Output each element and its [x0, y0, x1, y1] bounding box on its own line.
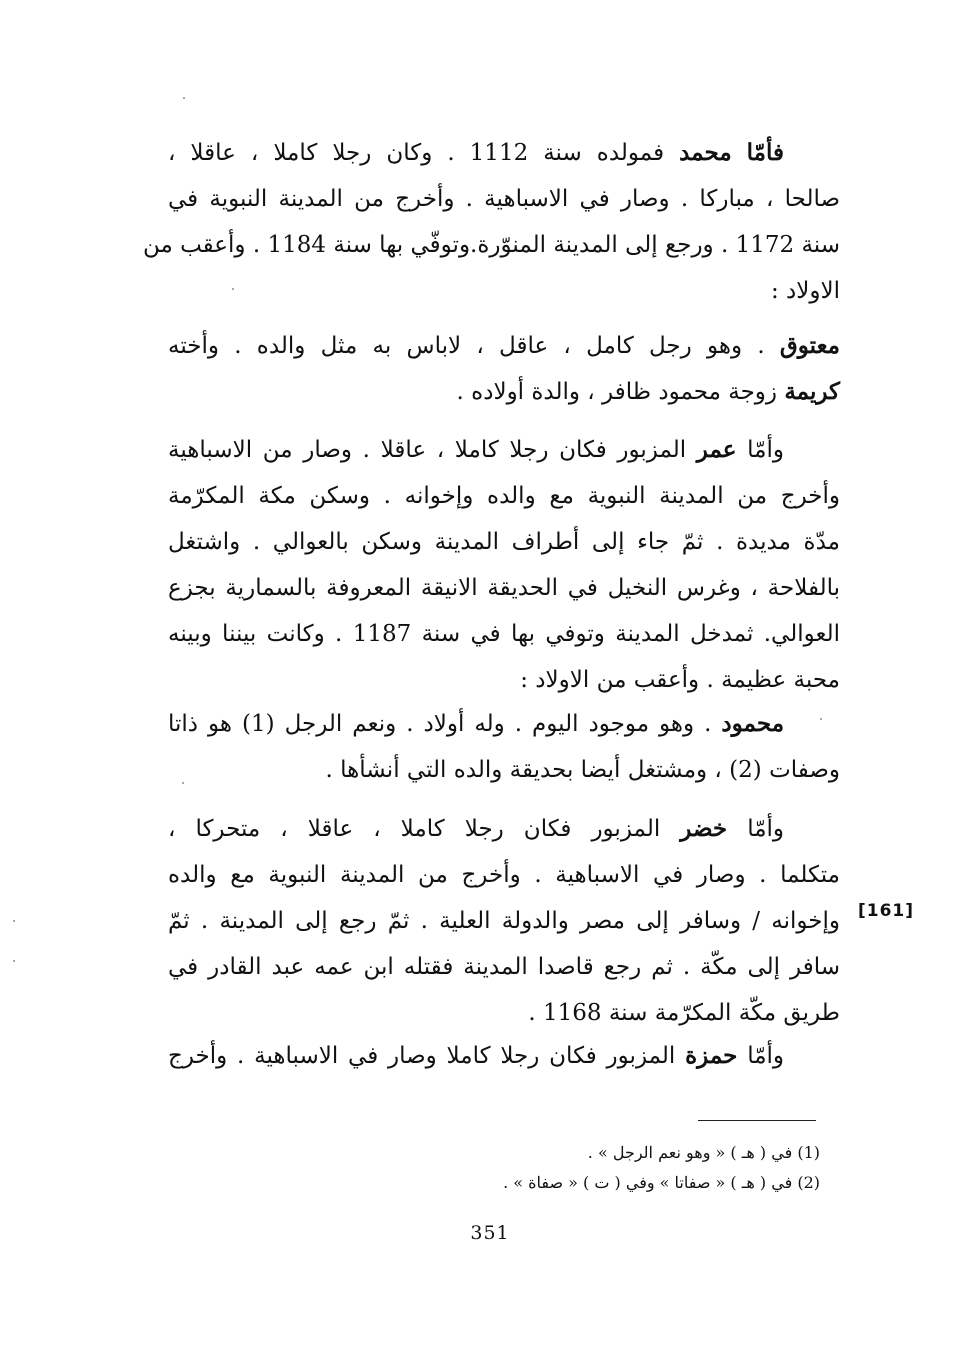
- person-name: محمود: [721, 710, 785, 737]
- paragraph-muhammad: [142, 130, 840, 314]
- line-text: زوجة محمود ظافر ، والدة أولاده .: [456, 379, 778, 405]
- scan-speck: [13, 960, 15, 962]
- scan-speck: [232, 288, 234, 290]
- text-line: بالفلاحة ، وغرس النخيل في الحديقة الانيقة المعروفة بالسمارية بجزع: [168, 575, 840, 601]
- text-line: [168, 427, 840, 473]
- scan-speck: [13, 920, 15, 922]
- paragraph-matuq: [168, 323, 840, 415]
- text-line: صالحا ، مباركا . وصار في الاسباهية . وأخرج من المدينة النبوية في: [168, 186, 840, 212]
- text-line: محبة عظيمة . وأعقب من الاولاد :: [520, 667, 840, 693]
- paragraph-hamza: [168, 1033, 840, 1079]
- person-name: خضر: [680, 815, 728, 842]
- text-line: [168, 701, 840, 747]
- footnote: (2) في ( هـ ) « صفاتا » وفي ( ت ) « صفاة » .: [503, 1173, 820, 1192]
- text-line: طريق مكّة المكرّمة سنة 1168 .: [528, 1000, 840, 1026]
- paragraph-lead: وأمّا: [747, 816, 785, 842]
- text-line: الاولاد :: [770, 278, 840, 304]
- text-line: [168, 1033, 840, 1079]
- scan-speck: [182, 782, 184, 784]
- footnote-separator: [698, 1120, 816, 1121]
- paragraph-khidr: [168, 806, 840, 1036]
- paragraph-lead: فأمّا: [746, 139, 785, 166]
- text-line: سنة 1172 . ورجع إلى المدينة المنوّرة.وتوفّي بها سنة 1184 . وأعقب من: [142, 232, 840, 258]
- line-text: المزبور فكان رجلا كاملا ، عاقلا . وصار من الاسباهية: [168, 437, 687, 463]
- text-line: وصفات (2) ، ومشتغل أيضا بحديقة والده التي أنشأها .: [325, 757, 840, 783]
- text-line: [168, 323, 840, 369]
- line-text: . وهو موجود اليوم . وله أولاد . ونعم الرجل (1) هو ذاتا: [168, 711, 712, 737]
- person-name: عمر: [696, 436, 737, 463]
- line-text: المزبور فكان رجلا كاملا ، عاقلا ، متحركا ،: [168, 816, 661, 842]
- text-line: سافر إلى مكّة . ثم رجع قاصدا المدينة فقتله ابن عمه عبد القادر في: [168, 954, 840, 980]
- text-line: [168, 369, 840, 415]
- text-line: وإخوانه / وسافر إلى مصر والدولة العلية . ثمّ رجع إلى المدينة . ثمّ: [168, 908, 840, 934]
- person-name: حمزة: [685, 1042, 738, 1069]
- person-name: معتوق: [779, 332, 841, 359]
- person-name: كريمة: [784, 378, 840, 405]
- scan-speck: [183, 97, 185, 99]
- paragraph-lead: وأمّا: [747, 437, 784, 463]
- text-line: مدّة مديدة . ثمّ جاء إلى أطراف المدينة وسكن بالعوالي . واشتغل: [168, 529, 840, 555]
- text-line: متكلما . وصار في الاسباهية . وأخرج من المدينة النبوية مع والده: [168, 862, 840, 888]
- line-text: المزبور فكان رجلا كاملا وصار في الاسباهية . وأخرج: [168, 1043, 676, 1069]
- text-line: وأخرج من المدينة النبوية مع والده وإخوانه . وسكن مكة المكرّمة: [168, 483, 840, 509]
- scan-speck: [820, 718, 822, 720]
- text-line: [168, 806, 840, 852]
- line-text: . وهو رجل كامل ، عاقل ، لاباس به مثل والده . وأخته: [168, 333, 765, 359]
- paragraph-lead: وأمّا: [747, 1043, 785, 1069]
- paragraph-mahmud: [168, 701, 840, 793]
- page-number: 351: [470, 1222, 510, 1244]
- text-line: [168, 130, 840, 176]
- manuscript-folio-ref: [161]: [858, 901, 915, 921]
- person-name: محمد: [679, 139, 732, 166]
- footnotes: [300, 1138, 820, 1198]
- line-text: فمولده سنة 1112 . وكان رجلا كاملا ، عاقلا ،: [168, 140, 665, 166]
- text-line: العوالي. ثمدخل المدينة وتوفي بها في سنة 1187 . وكانت بيننا وبينه: [168, 621, 840, 647]
- paragraph-umar: [168, 427, 840, 703]
- footnote: (1) في ( هـ ) « وهو نعم الرجل » .: [587, 1143, 820, 1162]
